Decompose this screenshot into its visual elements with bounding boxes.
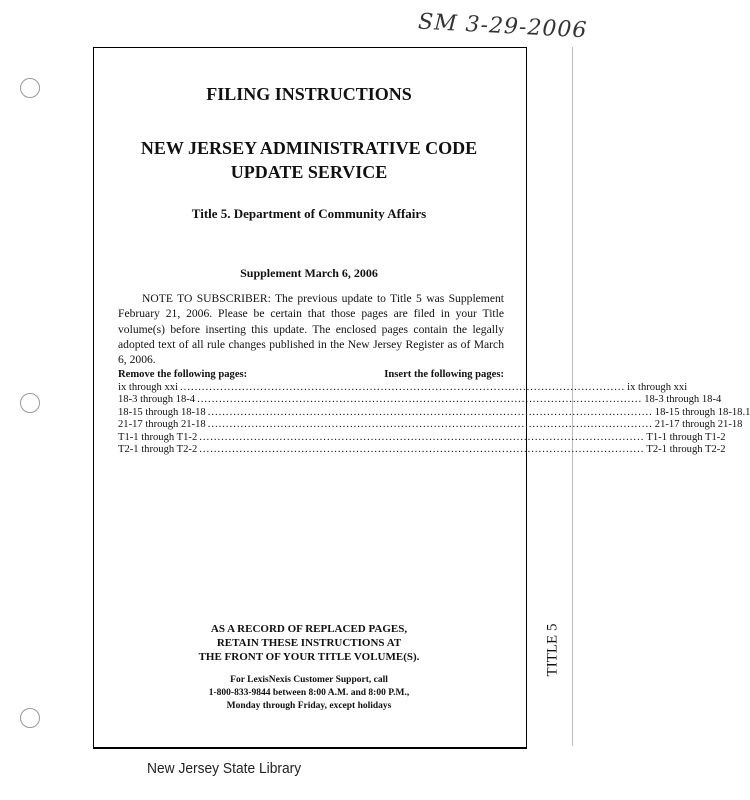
record-instructions [93, 622, 525, 664]
punch-hole-middle [20, 393, 40, 413]
remove-cell: T1-1 through T1-2 [118, 431, 198, 443]
insert-cell: ix through xxi [627, 381, 688, 393]
insert-cell: T2-1 through T2-2 [646, 444, 726, 455]
record-line1: AS A RECORD OF REPLACED PAGES, [210, 623, 408, 635]
customer-support [93, 674, 525, 713]
table-row [118, 419, 743, 432]
table-row [118, 394, 722, 407]
title-heading: Title 5. Department of Community Affairs [191, 206, 427, 221]
leader-dots: .......................................................................................................................... [180, 381, 626, 393]
support-line2: 1-800-833-9844 between 8:00 A.M. and 8:00 P.M., [208, 688, 410, 698]
punch-hole-top [20, 78, 40, 98]
support-line1: For LexisNexis Customer Support, call [230, 675, 388, 685]
remove-cell: T2-1 through T2-2 [118, 444, 198, 455]
page-title: FILING INSTRUCTIONS [206, 84, 412, 104]
leader-dots: .......................................................................................................................... [207, 419, 653, 430]
leader-dots: .......................................................................................................................... [207, 406, 653, 418]
remove-cell: 18-3 through 18-4 [118, 394, 196, 405]
table-header [118, 369, 504, 382]
handwritten-stamp: SM 3-29-2006 [417, 9, 588, 44]
supplement-date: Supplement March 6, 2006 [240, 266, 378, 280]
remove-cell: ix through xxi [118, 381, 179, 393]
subtitle [93, 136, 525, 184]
remove-cell: 18-15 through 18-18 [118, 406, 206, 418]
insert-cell: T1-1 through T1-2 [646, 431, 726, 443]
subtitle-line2: UPDATE SERVICE [230, 162, 388, 182]
leader-dots: .......................................................................................................................... [197, 394, 643, 405]
remove-header: Remove the following pages: [118, 369, 248, 380]
table-row [118, 406, 750, 420]
punch-hole-bottom [20, 708, 40, 728]
insert-cell: 18-3 through 18-4 [644, 394, 722, 405]
tab-label: TITLE 5 [544, 623, 561, 677]
insert-header: Insert the following pages: [384, 369, 504, 380]
subscriber-note: NOTE TO SUBSCRIBER: The previous update to Title 5 was Supplement February 21, 2006. Please be certain that those pages are filed in your Title volume(s) before inserting this update. The enclosed pages contain the legally adopted text of all rule changes published in the New Jersey Register as of March 6, 2006. [118, 292, 504, 367]
table-row [118, 444, 726, 457]
record-line2: RETAIN THESE INSTRUCTIONS AT [216, 637, 402, 649]
support-line3: Monday through Friday, except holidays [226, 701, 392, 711]
subtitle-line1: NEW JERSEY ADMINISTRATIVE CODE [140, 138, 478, 158]
insert-cell: 21-17 through 21-18 [654, 419, 743, 430]
remove-cell: 21-17 through 21-18 [118, 419, 206, 430]
record-line3: THE FRONT OF YOUR TITLE VOLUME(S). [198, 651, 420, 663]
filing-table [118, 369, 750, 457]
leader-dots: .......................................................................................................................... [199, 431, 645, 443]
leader-dots: .......................................................................................................................... [199, 444, 645, 455]
insert-cell: 18-15 through 18-18.1 [654, 406, 750, 418]
table-row [118, 381, 688, 395]
table-row [118, 431, 726, 445]
library-stamp: New Jersey State Library [147, 760, 302, 777]
title-tab [536, 605, 570, 695]
